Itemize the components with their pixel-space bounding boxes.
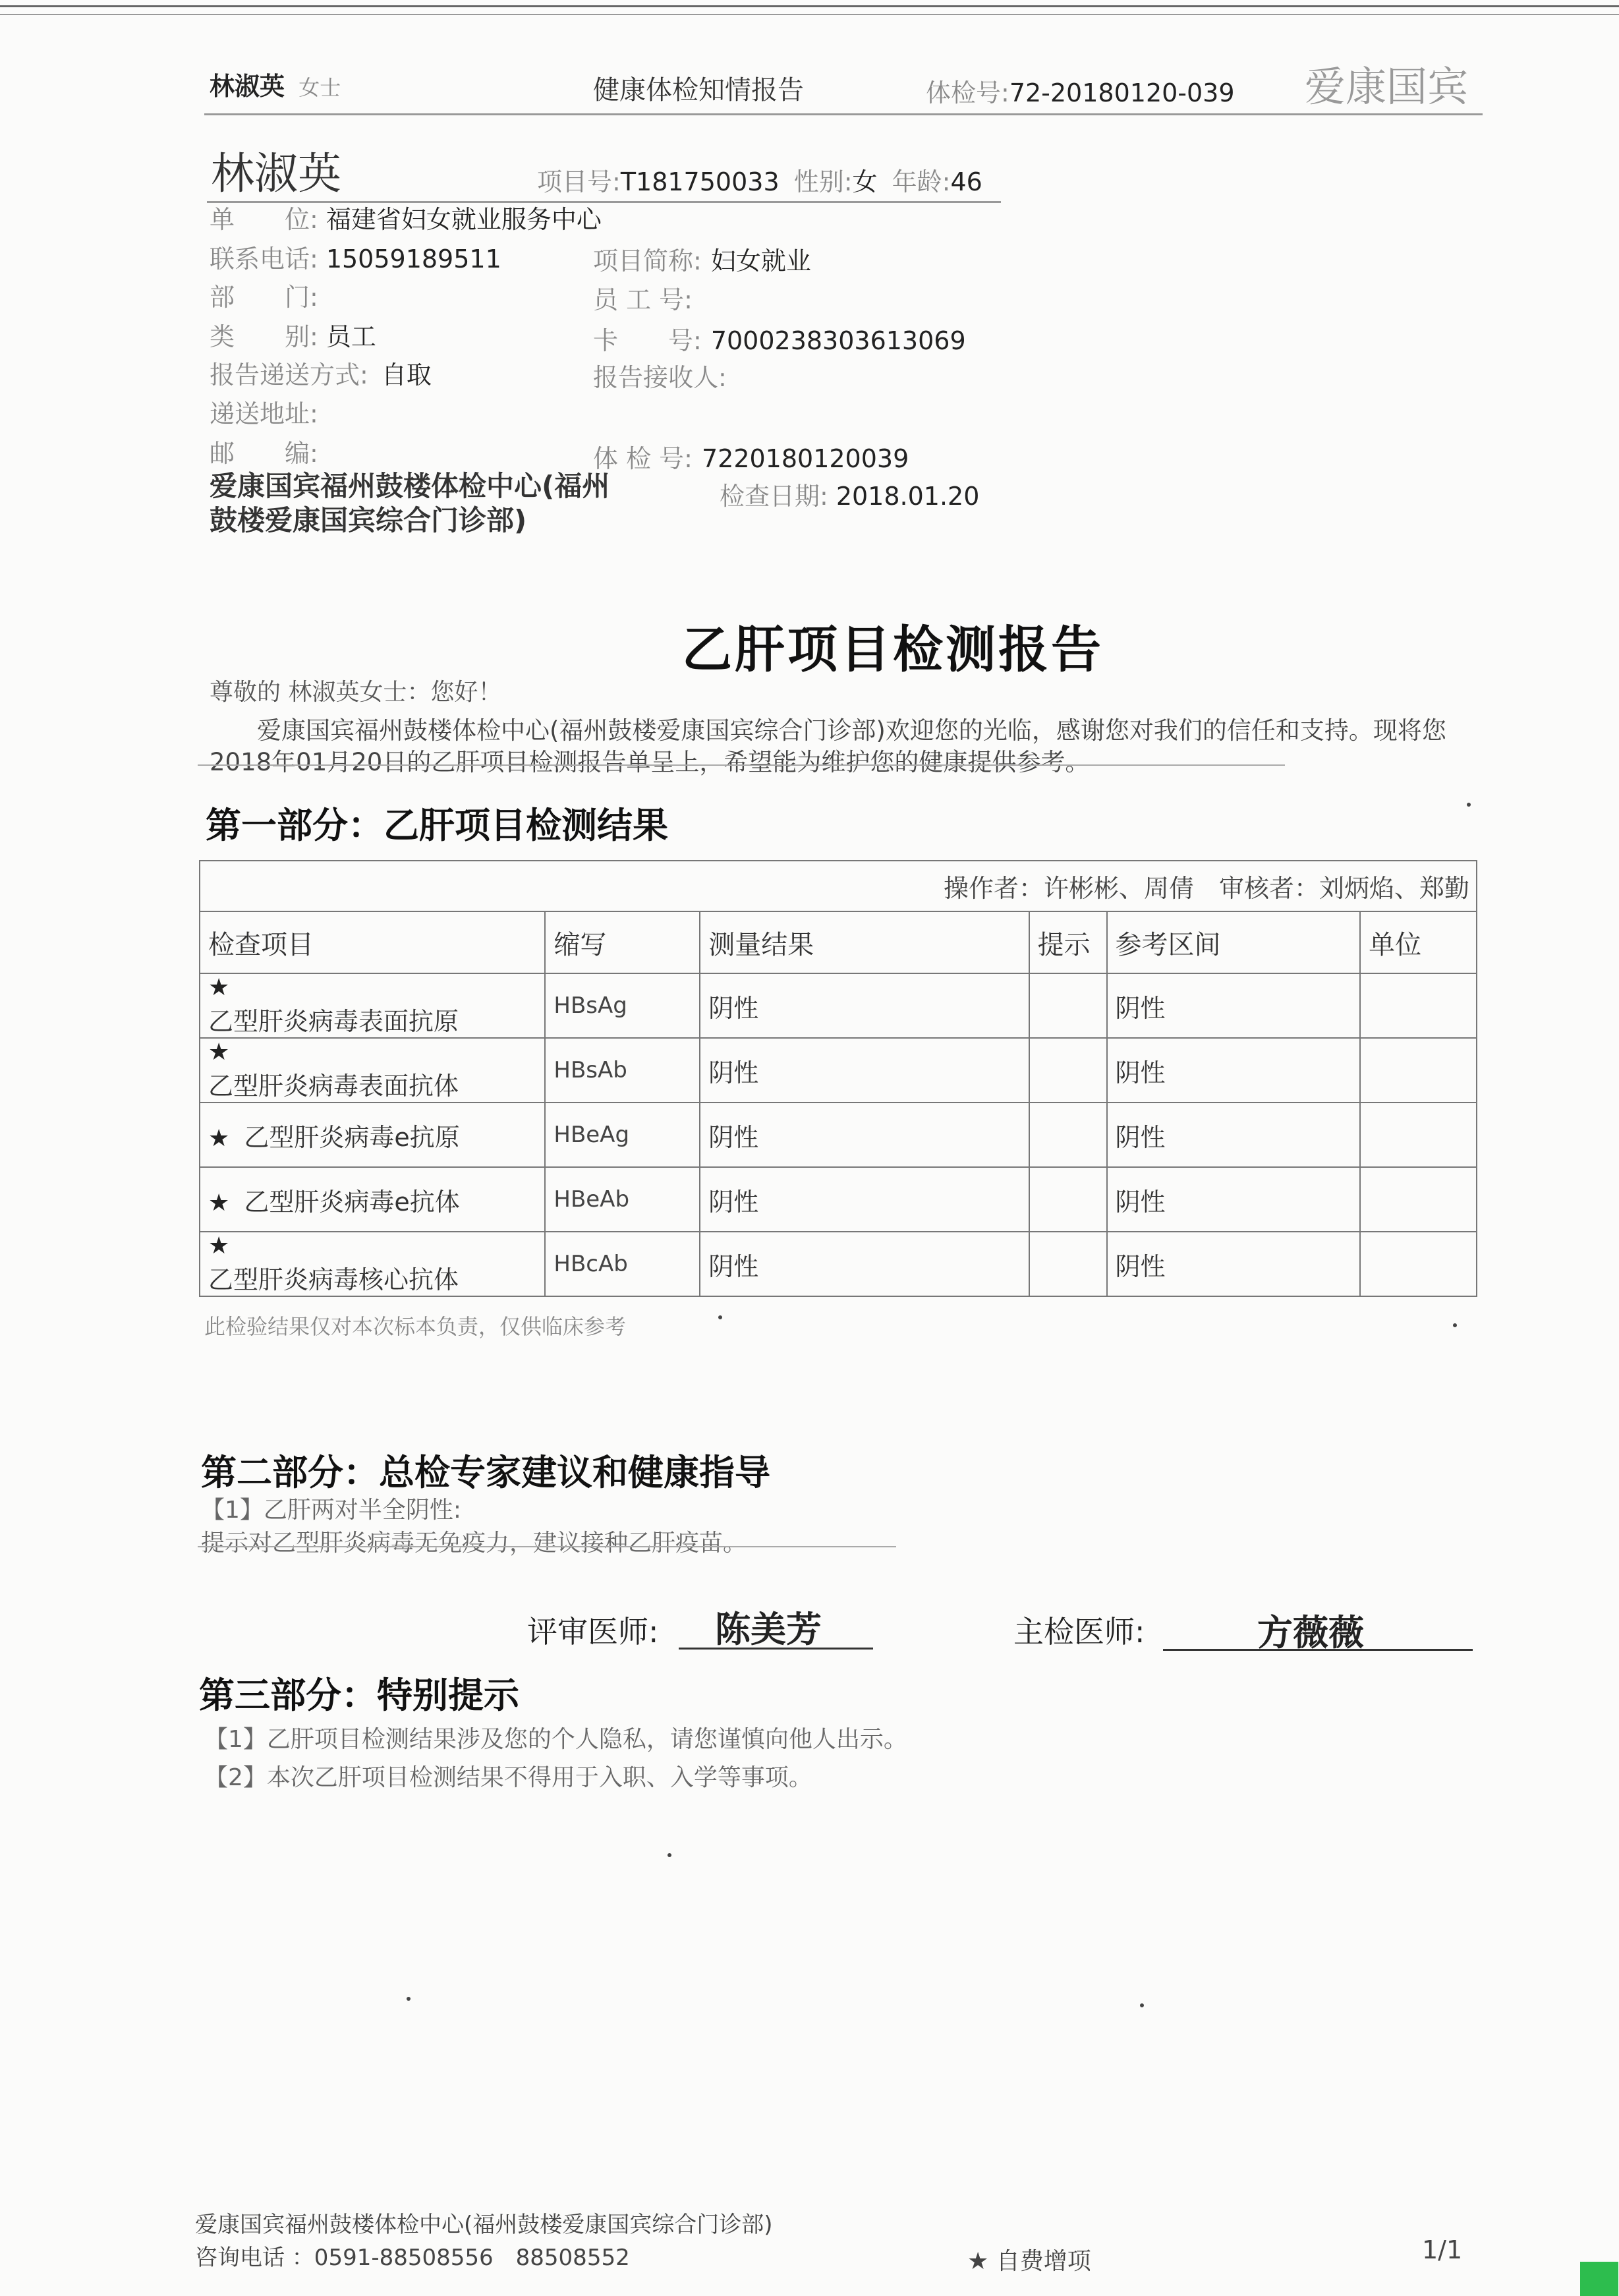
footer-phone: 咨询电话 ：0591-88508556 88508552 xyxy=(195,2245,630,2271)
exam-id-label: 体 检 号: xyxy=(593,444,693,473)
age: 46 xyxy=(950,167,982,196)
operators: 操作者：许彬彬、周倩 审核者：刘炳焰、郑勤 xyxy=(200,861,1477,911)
table-note: 此检验结果仅对本次标本负责，仅供临床参考 xyxy=(204,1314,627,1339)
delivery-value: 自取 xyxy=(381,360,432,389)
item-result: 阴性 xyxy=(700,1167,1029,1232)
item-name: 乙型肝炎病毒表面抗体 xyxy=(208,1072,459,1101)
star-icon: ★ xyxy=(208,1039,230,1066)
item-hint xyxy=(1029,1038,1107,1103)
col-header: 检查项目 xyxy=(200,911,545,973)
delivery-label: 报告递送方式: xyxy=(210,360,368,389)
intro-text: 爱康国宾福州鼓楼体检中心(福州鼓楼爱康国宾综合门诊部)欢迎您的光临，感谢您对我们的信任和支持。现将您2018年01月20日的乙肝项目检测报告单呈上，希望能为维护您的健康提供参考。 xyxy=(210,716,1446,776)
unit-label: 单 位: xyxy=(210,205,318,234)
gender-label: 性别: xyxy=(793,167,853,196)
part3-item1: 【1】乙肝项目检测结果涉及您的个人隐私，请您谨慎向他人出示。 xyxy=(204,1726,907,1753)
institution-name: 爱康国宾福州鼓楼体检中心(福州鼓楼爱康国宾综合门诊部) xyxy=(210,470,610,536)
brand-logo-text: 爱康国宾 xyxy=(1305,63,1469,111)
item-result: 阴性 xyxy=(700,973,1029,1038)
chief-sign-line xyxy=(1163,1649,1473,1651)
scan-dot xyxy=(1140,2003,1144,2007)
item-name: 乙型肝炎病毒核心抗体 xyxy=(208,1265,459,1294)
address-label: 递送地址: xyxy=(210,399,318,428)
item-ref: 阴性 xyxy=(1107,1167,1361,1232)
category-label: 类 别: xyxy=(210,322,318,351)
date-label: 检查日期: xyxy=(720,482,828,511)
category-value: 员工 xyxy=(326,322,376,351)
footer-institution: 爱康国宾福州鼓楼体检中心(福州鼓楼爱康国宾综合门诊部) xyxy=(195,2212,773,2238)
header-exam-no-value: 72-20180120-039 xyxy=(1009,78,1235,107)
item-ref: 阴性 xyxy=(1107,973,1361,1038)
reviewer-sign-line xyxy=(679,1648,873,1650)
page-number: 1/1 xyxy=(1422,2235,1463,2264)
employee-no-label: 员 工 号: xyxy=(593,285,693,314)
table-row xyxy=(200,1103,1477,1167)
item-abbr: HBeAg xyxy=(545,1103,700,1167)
col-header: 测量结果 xyxy=(700,911,1029,973)
project-short-label: 项目简称: xyxy=(593,246,702,275)
table-row xyxy=(200,1038,1477,1103)
part2-heading: 第二部分：总检专家建议和健康指导 xyxy=(201,1451,770,1493)
reviewer-label: 评审医师: xyxy=(527,1614,659,1650)
item-unit xyxy=(1360,1232,1477,1296)
item-ref: 阴性 xyxy=(1107,1232,1361,1296)
part2-line2: 提示对乙型肝炎病毒无免疫力，建议接种乙肝疫苗。 xyxy=(201,1530,747,1557)
item-result: 阴性 xyxy=(700,1232,1029,1296)
card-label: 卡 号: xyxy=(593,326,702,355)
part2-underline xyxy=(198,1546,896,1547)
chief-signature: 方薇薇 xyxy=(1257,1611,1364,1653)
header-exam-no-label: 体检号: xyxy=(926,78,1009,107)
header-name: 林淑英 xyxy=(210,72,285,101)
table-row xyxy=(200,973,1477,1038)
patient-meta xyxy=(537,161,982,198)
table-header-row xyxy=(200,911,1477,973)
col-header: 参考区间 xyxy=(1107,911,1361,973)
item-result: 阴性 xyxy=(700,1103,1029,1167)
item-unit xyxy=(1360,1038,1477,1103)
col-header: 缩写 xyxy=(545,911,700,973)
card-value: 7000238303613069 xyxy=(710,326,966,355)
item-abbr: HBsAb xyxy=(545,1038,700,1103)
part3-heading: 第三部分：特别提示 xyxy=(199,1674,519,1716)
project-no-label: 项目号: xyxy=(537,167,621,196)
item-unit xyxy=(1360,1167,1477,1232)
phone-value: 15059189511 xyxy=(326,244,501,273)
intro-underline xyxy=(198,764,1285,766)
scan-dot xyxy=(1467,803,1471,807)
item-ref: 阴性 xyxy=(1107,1038,1361,1103)
gender: 女 xyxy=(852,167,878,196)
project-short-value: 妇女就业 xyxy=(710,246,811,275)
table-row xyxy=(200,1167,1477,1232)
header-title: 健康体检知情报告 xyxy=(593,75,804,105)
item-result: 阴性 xyxy=(700,1038,1029,1103)
item-name: 乙型肝炎病毒e抗体 xyxy=(244,1187,460,1217)
item-unit xyxy=(1360,1103,1477,1167)
item-abbr: HBcAb xyxy=(545,1232,700,1296)
star-icon: ★ xyxy=(208,974,230,1001)
scan-dot xyxy=(667,1853,671,1857)
header-exam-no xyxy=(926,72,1235,109)
header-salutation: 女士 xyxy=(298,75,341,100)
item-hint xyxy=(1029,1103,1107,1167)
greeting: 尊敬的 林淑英女士：您好！ xyxy=(210,679,502,706)
unit-value: 福建省妇女就业服务中心 xyxy=(326,205,602,234)
dept-label: 部 门: xyxy=(210,283,318,312)
footer-legend: ★ 自费增项 xyxy=(967,2248,1091,2275)
item-abbr: HBsAg xyxy=(545,973,700,1038)
part1-heading: 第一部分：乙肝项目检测结果 xyxy=(206,804,668,846)
star-icon: ★ xyxy=(208,1232,230,1259)
chief-label: 主检医师: xyxy=(1013,1614,1145,1650)
project-no: T181750033 xyxy=(620,167,780,196)
phone-label: 联系电话: xyxy=(210,244,318,273)
top-border xyxy=(0,5,1619,15)
receiver-label: 报告接收人: xyxy=(593,363,727,392)
item-hint xyxy=(1029,973,1107,1038)
scan-dot xyxy=(718,1315,722,1319)
item-hint xyxy=(1029,1232,1107,1296)
part3-item2: 【2】本次乙肝项目检测结果不得用于入职、入学等事项。 xyxy=(204,1764,812,1791)
date-value: 2018.01.20 xyxy=(836,482,980,511)
part2-line1: 【1】乙肝两对半全阴性: xyxy=(201,1497,462,1524)
exam-id-value: 7220180120039 xyxy=(701,444,909,473)
patient-name: 林淑英 xyxy=(211,148,341,199)
results-table xyxy=(199,860,1477,1297)
report-title: 乙肝项目检测报告 xyxy=(682,620,1104,679)
table-row xyxy=(200,1232,1477,1296)
item-abbr: HBeAb xyxy=(545,1167,700,1232)
corner-mark xyxy=(1580,2262,1618,2296)
postcode-label: 邮 编: xyxy=(210,439,318,468)
star-icon: ★ xyxy=(208,1189,230,1217)
item-ref: 阴性 xyxy=(1107,1103,1361,1167)
col-header: 单位 xyxy=(1360,911,1477,973)
item-unit xyxy=(1360,973,1477,1038)
reviewer-signature: 陈美芳 xyxy=(715,1608,822,1650)
item-name: 乙型肝炎病毒表面抗原 xyxy=(208,1007,459,1036)
star-icon: ★ xyxy=(208,1124,230,1152)
age-label: 年龄: xyxy=(892,167,951,196)
scan-dot xyxy=(1453,1323,1457,1327)
header-divider xyxy=(204,113,1483,115)
scan-dot xyxy=(407,1997,411,2001)
col-header: 提示 xyxy=(1029,911,1107,973)
header-patient xyxy=(210,66,341,102)
item-hint xyxy=(1029,1167,1107,1232)
item-name: 乙型肝炎病毒e抗原 xyxy=(244,1122,460,1152)
